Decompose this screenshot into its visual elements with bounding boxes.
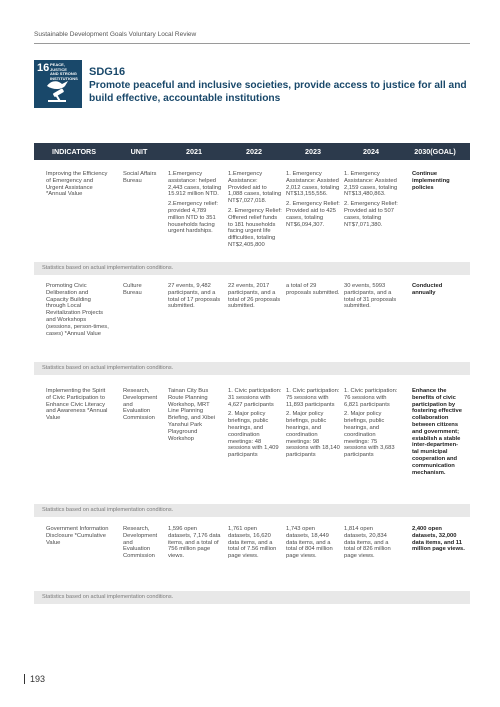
stats-note: Statistics based on actual implementation conditions. (34, 504, 470, 517)
report-header: Sustainable Development Goals Voluntary Local Review (34, 31, 197, 38)
stats-note: Statistics based on actual implementation conditions. (34, 262, 470, 275)
year-2021-cell: 1,596 open datasets, 7,176 data items, and a total of 756 million page views. (168, 526, 221, 560)
year-2024-cell: 30 events, 5993 participants, and a total of 31 proposals submitted. (344, 283, 397, 310)
goal-description: Promote peaceful and inclusive societies, provide access to justice for all and build effective, accountable institutions (89, 80, 467, 104)
goal-code: SDG16 (89, 66, 126, 78)
unit-cell: Culture Bureau (123, 283, 142, 296)
header-indicators: INDICATORS (51, 147, 97, 156)
header-unit: UNIT (130, 147, 148, 156)
indicator-cell: Improving the Efficiency of Emergency and Urgent Assistance *Annual Value (46, 171, 108, 198)
indicator-cell: Promoting Civic Deliberation and Capacity Building through Local Revitalization Projects and Workshops (sessions, person-times, cases) *Annual Value (46, 283, 109, 337)
year-2023-cell: 1. Emergency Assistance: Assisted 2,012 cases, totaling NT$13,155,556. 2. Emergency Relief: Provided aid to 425 cases, totaling NT$6,094,307. (286, 171, 340, 228)
year-2022-cell: 1,761 open datasets, 16,620 data items, and a total of 7.56 million page views. (228, 526, 277, 560)
unit-cell: Social Affairs Bureau (123, 171, 157, 184)
year-2024-cell: 1. Emergency Assistance: Assisted 2,159 cases, totaling NT$13,480,863. 2. Emergency Relief: Provided aid to 507 cases, totaling NT$7,071,380. (344, 171, 398, 228)
sdg16-logo (34, 60, 82, 108)
sdg-icon-title: PEACE, JUSTICE AND STRONG INSTITUTIONS (50, 62, 78, 81)
header-2022: 2022 (246, 147, 262, 156)
header-2021: 2021 (186, 147, 202, 156)
header-2024: 2024 (363, 147, 379, 156)
goal-2030-cell: 2,400 open datasets, 32,000 data items, and 11 million page views. (412, 526, 465, 553)
year-2021-cell: 27 events, 9,482 participants, and a total of 17 proposals submitted. (168, 283, 221, 310)
year-2024-cell: 1,814 open datasets, 20,834 data items, and a total of 826 million page views. (344, 526, 391, 560)
goal-2030-cell: Continue implementing policies (412, 171, 450, 191)
year-2024-cell: 1. Civic participation: 76 sessions with 6,821 participants 2. Major policy briefings, public hearings, and coordination meetings: 75 sessions with 3,683 participants (344, 388, 398, 459)
year-2022-cell: 1.Emergency Assistance: Provided aid to 1,088 cases, totaling NT$7,027,018. 2. Emergency Relief: Offered relief funds to 181 households facing urgent life difficulties, totaling NT$2,405,800 (228, 171, 282, 248)
year-2022-cell: 22 events, 2017 participants, and a total of 26 proposals submitted. (228, 283, 281, 310)
indicator-cell: Government Information Disclosure *Cumulative Value (46, 526, 109, 546)
indicator-cell: Implementing the Spirit of Civic Participation to Enhance Civic Literacy and Awareness *Annual Value (46, 388, 108, 422)
year-2021-cell: 1.Emergency assistance: helped 2,443 cases, totaling 15.912 million NTD. 2.Emergency relief: provided 4,789 million NTD to 351 households facing urgent hardships. (168, 171, 222, 235)
sdg-number: 16 (37, 62, 50, 74)
unit-cell: Research, Development and Evaluation Commission (123, 388, 158, 422)
year-2023-cell: a total of 29 proposals submitted. (286, 283, 340, 296)
year-2023-cell: 1,743 open datasets, 18,449 data items, and a total of 804 million page views. (286, 526, 333, 560)
dove-gavel-icon (44, 77, 72, 103)
year-2021-cell: Tainan City Bus Route Planning Workshop, MRT Line Planning Briefing, and Xibei Yanshui Park Playground Workshop (168, 388, 216, 442)
header-divider (34, 43, 470, 44)
year-2022-cell: 1. Civic participation: 31 sessions with 4,627 participants 2. Major policy briefings, public hearings, and coordination meetings: 48 sessions with 1,409 participants (228, 388, 282, 459)
header-2023: 2023 (305, 147, 321, 156)
stats-note: Statistics based on actual implementation conditions. (34, 362, 470, 375)
page-number: 193 (24, 674, 45, 684)
table-header (34, 143, 470, 160)
goal-2030-cell: Enhance the benefits of civic participation by fostering effective collaboration between citizens and government; establish a stable inter-departmen- tal municipal cooperation and communication mechanism. (412, 388, 462, 476)
header-2030-goal: 2030(GOAL) (414, 147, 456, 156)
stats-note: Statistics based on actual implementation conditions. (34, 591, 470, 604)
goal-2030-cell: Conducted annually (412, 283, 443, 296)
unit-cell: Research, Development and Evaluation Commission (123, 526, 158, 560)
year-2023-cell: 1. Civic participation: 75 sessions with 11,893 participants 2. Major policy briefings, public hearings, and coordination meetings: 98 sessions with 18,140 participants (286, 388, 340, 459)
